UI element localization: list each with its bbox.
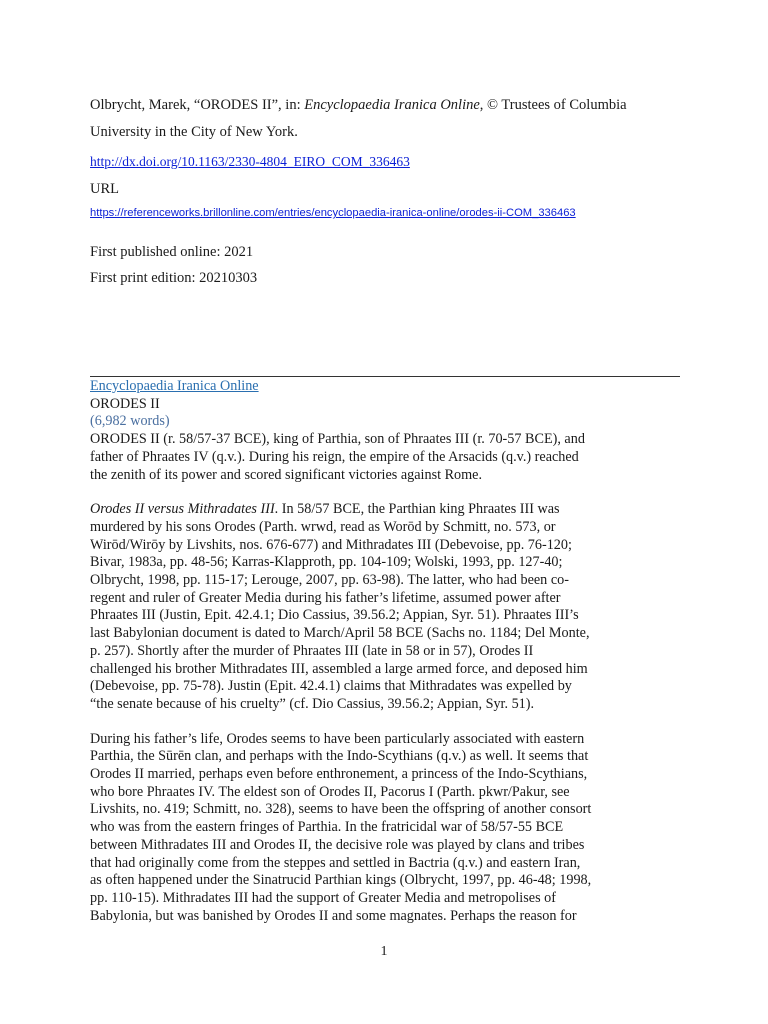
article-body [90, 378, 680, 925]
url-label: URL [90, 181, 119, 197]
p2-line: murdered by his sons Orodes (Parth. wrwd, read as Worōd by Schmitt, no. 573, or [90, 518, 556, 535]
word-count: (6,982 words) [90, 413, 170, 430]
p2-line: regent and ruler of Greater Media during his father’s lifetime, assumed power after [90, 589, 561, 606]
p3-line: Livshits, no. 419; Schmitt, no. 328), seems to have been the offspring of another consort [90, 801, 592, 818]
article-title: ORODES II [90, 395, 160, 412]
p2-line: last Babylonian document is dated to March/April 58 BCE (Sachs no. 1184; Del Monte, [90, 625, 590, 642]
p3-line: who bore Phraates IV. The eldest son of Orodes II, Pacorus I (Parth. pkwr/Pakur, see [90, 783, 570, 800]
paragraph-3 [90, 731, 680, 926]
citation-copyright: , © Trustees of Columbia [479, 97, 627, 113]
p2-line: challenged his brother Mithradates III, assembled a large armed force, and deposed him [90, 660, 588, 677]
p3-line: Orodes II married, perhaps even before enthronement, a princess of the Indo-Scythians, [90, 766, 588, 783]
citation-block [90, 92, 678, 291]
citation-author: Olbrycht, Marek, “ORODES II”, in: [90, 97, 305, 113]
p3-line: pp. 110-15). Mithradates III had the support of Greater Media and metropolises of [90, 889, 556, 906]
source-link[interactable]: Encyclopaedia Iranica Online [90, 378, 259, 394]
p2-line: Bivar, 1983a, pp. 48-56; Karras-Klapproth, pp. 104-109; Wolski, 1993, pp. 127-40; [90, 554, 563, 571]
citation-line-2: University in the City of New York. [90, 124, 298, 140]
p2-line: “the senate because of his cruelty” (cf. Dio Cassius, 39.56.2; Appian, Syr. 51). [90, 695, 535, 712]
first-published: First published online: 2021 [90, 244, 254, 260]
p3-line: as often happened under the Sinatrucid Parthian kings (Olbrycht, 1997, pp. 46-48; 1998, [90, 872, 592, 889]
paragraph-2 [90, 501, 680, 713]
paragraph-1 [90, 431, 680, 484]
p3-line: between Mithradates III and Orodes II, the decisive role was played by clans and tribes [90, 836, 585, 853]
p3-line: who was from the eastern fringes of Parthia. In the fratricidal war of 58/57-55 BCE [90, 819, 564, 836]
p3-line: that had originally come from the steppes and settled in Bactria (q.v.) and eastern Iran, [90, 854, 581, 871]
p2-line: Wirōd/Wirōy by Livshits, nos. 676-677) and Mithradates III (Debevoise, pp. 76-120; [90, 536, 572, 553]
p1-line: ORODES II (r. 58/57-37 BCE), king of Parthia, son of Phraates III (r. 70-57 BCE), and [90, 431, 585, 448]
doi-link[interactable]: http://dx.doi.org/10.1163/2330-4804_EIRO_COM_336463 [90, 154, 410, 169]
divider [90, 376, 680, 377]
section-heading: Orodes II versus Mithradates III [90, 501, 275, 518]
p2-line: . In 58/57 BCE, the Parthian king Phraates III was [274, 501, 560, 518]
page-number: 1 [380, 944, 388, 959]
citation-text [90, 92, 678, 146]
p2-line: Olbrycht, 1998, pp. 115-17; Lerouge, 2007, pp. 63-98). The latter, who had been co- [90, 572, 569, 589]
p3-line: Parthia, the Sūrēn clan, and perhaps with the Indo-Scythians (q.v.) as well. It seems that [90, 748, 589, 765]
citation-line-1 [90, 92, 678, 119]
article-url-link[interactable]: https://referenceworks.brillonline.com/entries/encyclopaedia-iranica-online/orodes-ii-COM_336463 [90, 207, 576, 219]
p2-line: (Debevoise, pp. 75-78). Justin (Epit. 42.4.1) claims that Mithradates was expelled by [90, 678, 572, 695]
first-print-edition: First print edition: 20210303 [90, 270, 258, 286]
citation-journal: Encyclopaedia Iranica Online [304, 97, 480, 113]
p3-line: During his father’s life, Orodes seems to have been particularly associated with eastern [90, 730, 585, 747]
p1-line: father of Phraates IV (q.v.). During his reign, the empire of the Arsacids (q.v.) reached [90, 448, 579, 465]
p2-line: p. 257). Shortly after the murder of Phraates III (late in 58 or in 57), Orodes II [90, 642, 534, 659]
p2-line: Phraates III (Justin, Epit. 42.4.1; Dio Cassius, 39.56.2; Appian, Syr. 51). Phraates III’s [90, 607, 579, 624]
p1-line: the zenith of its power and scored significant victories against Rome. [90, 466, 483, 483]
p3-line: Babylonia, but was banished by Orodes II and some magnates. Perhaps the reason for [90, 907, 577, 924]
